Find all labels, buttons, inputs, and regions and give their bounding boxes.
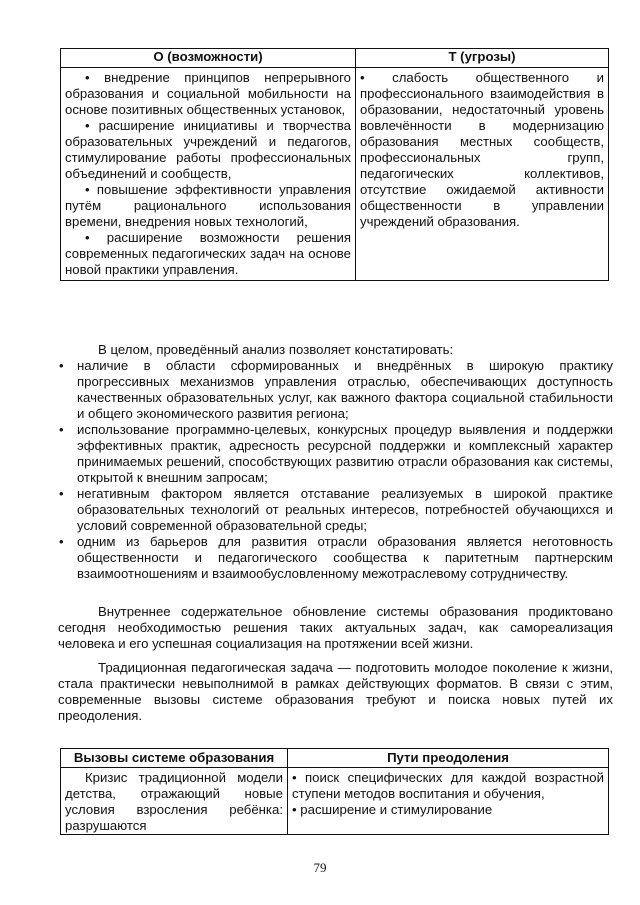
- challenges-table: [60, 748, 609, 835]
- analysis-list-item: • использование программно-целевых, конкурсных процедур выявления и поддержки эффективных практик, адресность ресурсной поддержки и комплексный характер принимаемых решений, способствующих развитию отрасли образования как системы, открытой к внешним запросам;: [59, 422, 613, 485]
- opportunity-item: • внедрение принципов непрерывного образования и социальной мобильности на основе позитивных общественных установок,: [65, 70, 351, 117]
- opportunity-item: • расширение инициативы и творчества образовательных учреждений и педагогов, стимулирование работы профессиональных объединений и сообществ,: [65, 118, 351, 181]
- opportunity-item: • расширение возможности решения современных педагогических задач на основе новой практики управления.: [65, 230, 351, 277]
- bullet-icon: •: [59, 358, 64, 373]
- bullet-icon: •: [59, 422, 64, 437]
- body-paragraph: Внутреннее содержательное обновление системы образования продиктовано сегодня необходимостью решения таких актуальных задач, как самореализация человека и его успешная социализация на протяжении всей жизни.: [58, 604, 613, 651]
- challenges-body-row: [61, 768, 609, 835]
- bullet-icon: •: [59, 486, 64, 501]
- challenges-col2-cell: [288, 768, 609, 835]
- analysis-section: [58, 342, 613, 582]
- threat-item: • слабость общественного и профессионального взаимодействия в образовании, недостаточный уровень вовлечённости в модернизацию образования местных сообществ, профессиональных групп, педагогических коллективов, отсутствие ожидаемой активности общественности в управлении учреждений образования.: [360, 70, 604, 229]
- challenges-col2-header: Пути преодоления: [288, 749, 609, 768]
- challenges-col1-cell: [61, 768, 288, 835]
- swot-opportunities-cell: [61, 68, 356, 281]
- solution-item: • поиск специфических для каждой возрастной ступени методов воспитания и обучения,: [292, 770, 604, 801]
- body-paragraph: Традиционная педагогическая задача — подготовить молодое поколение к жизни, стала практически невыполнимой в рамках действующих форматов. В связи с этим, современные вызовы системе образования требуют и поиска новых путей их преодоления.: [58, 660, 613, 723]
- page-number: 79: [313, 860, 327, 875]
- analysis-intro: В целом, проведённый анализ позволяет констатировать:: [98, 342, 454, 357]
- challenges-col1-header: Вызовы системе образования: [61, 749, 288, 768]
- swot-body-row: [61, 68, 609, 281]
- analysis-list-item: • одним из барьеров для развития отрасли образования является неготовность общественности и педагогического сообщества к паритетным партнерским взаимоотношениям и взаимообусловленному межотраслевому сотрудничеству.: [59, 534, 613, 581]
- swot-table: [60, 48, 609, 281]
- analysis-list: [56, 358, 613, 582]
- analysis-list-item: • негативным фактором является отставание реализуемых в широкой практике образовательных технологий от реальных интересов, потребностей обучающихся и условий современной образовательной среды;: [59, 486, 613, 533]
- opportunity-item: • повышение эффективности управления путём рационального использования времени, внедрения новых технологий,: [65, 182, 351, 229]
- analysis-list-item: • наличие в области сформированных и внедрённых в широкую практику прогрессивных механизмов управления отраслью, обеспечивающих доступность качественных образовательных услуг, как важного фактора социальной стабильности и общего экономического развития региона;: [59, 358, 613, 421]
- swot-opportunities-header: O (возможности): [61, 49, 356, 68]
- solution-item: • расширение и стимулирование: [292, 802, 493, 817]
- swot-header-row: [61, 49, 609, 68]
- bullet-icon: •: [59, 534, 64, 549]
- challenges-header-row: [61, 749, 609, 768]
- swot-threats-header: T (угрозы): [356, 49, 609, 68]
- challenge-text: Кризис традиционной модели детства, отражающий новые условия взросления ребёнка: разрушаются: [65, 770, 283, 833]
- swot-threats-cell: [356, 68, 609, 281]
- paragraph-section: [58, 604, 613, 724]
